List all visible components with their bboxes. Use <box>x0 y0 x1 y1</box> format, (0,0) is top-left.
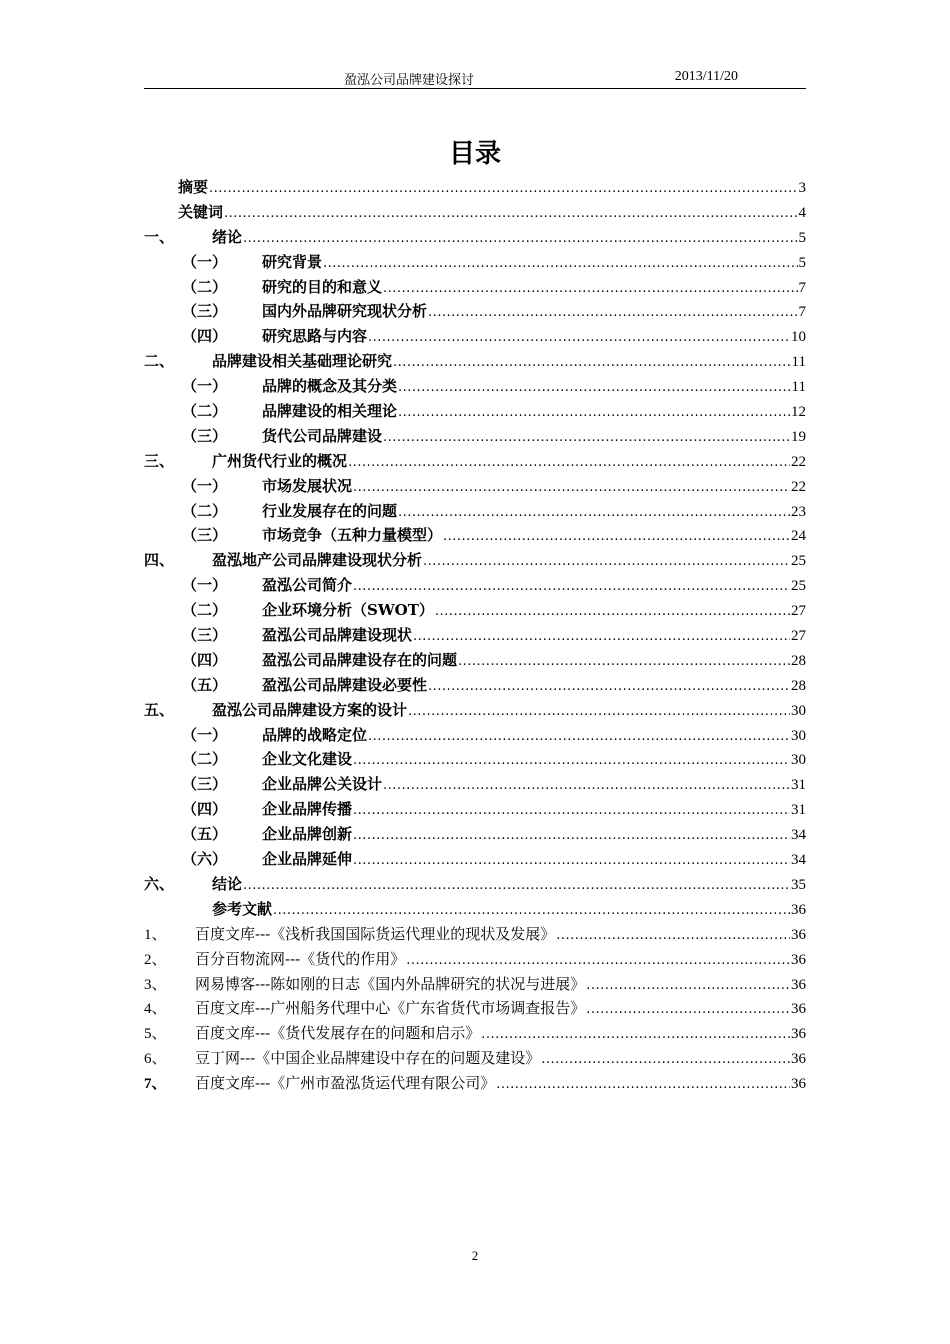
toc-entry-page: 30 <box>791 752 806 769</box>
toc-entry-page: 5 <box>798 254 806 271</box>
toc-entry-title: 豆丁网---《中国企业品牌建设中存在的问题及建设》 <box>195 1049 541 1068</box>
toc-entry-title: 结论 <box>212 874 243 893</box>
toc-entry-page: 24 <box>791 528 806 545</box>
toc-entry-page: 19 <box>791 428 806 445</box>
toc-entry[interactable] <box>144 225 806 250</box>
toc-leader-dots <box>393 351 791 376</box>
toc-entry-page: 22 <box>791 478 806 495</box>
toc-entry-page: 31 <box>791 777 806 794</box>
toc-entry-number: （一） <box>182 725 228 744</box>
toc-leader-dots <box>243 227 797 252</box>
toc-leader-dots <box>398 401 790 426</box>
toc-entry-page: 4 <box>798 204 806 221</box>
toc-entry-page: 27 <box>791 603 806 620</box>
toc-entry-number: 六、 <box>144 874 175 893</box>
toc-entry-page: 36 <box>791 1026 806 1043</box>
toc-leader-dots <box>353 749 790 774</box>
toc-leader-dots <box>408 700 790 725</box>
toc-entry[interactable] <box>144 200 806 225</box>
toc-entry-page: 12 <box>791 404 806 421</box>
toc-entry[interactable] <box>144 723 806 748</box>
toc-entry-title: 货代公司品牌建设 <box>262 426 383 445</box>
toc-entry-title: 盈泓公司品牌建设现状 <box>262 626 413 645</box>
toc-entry[interactable] <box>144 548 806 573</box>
toc-entry-title: 参考文献 <box>212 899 273 918</box>
toc-entry[interactable] <box>144 648 806 673</box>
toc-entry-page: 36 <box>791 926 806 943</box>
toc-entry-title: 企业品牌延伸 <box>262 850 353 869</box>
toc-entry[interactable] <box>144 474 806 499</box>
toc-entry[interactable] <box>144 374 806 399</box>
toc-entry-page: 36 <box>791 1076 806 1093</box>
toc-leader-dots <box>368 725 790 750</box>
toc-entry-page: 34 <box>791 827 806 844</box>
toc-entry-number: （三） <box>182 626 228 645</box>
toc-entry-number: 7、 <box>144 1076 167 1093</box>
toc-entry-title: 企业品牌公关设计 <box>262 775 383 794</box>
toc-entry-number: 6、 <box>144 1051 167 1068</box>
toc-entry-title: 网易博客---陈如刚的日志《国内外品牌研究的状况与进展》 <box>195 974 586 993</box>
toc-entry-page: 36 <box>791 901 806 918</box>
table-of-contents <box>144 175 806 1096</box>
toc-leader-dots <box>383 774 790 799</box>
toc-entry-page: 3 <box>798 180 806 196</box>
toc-leader-dots <box>383 426 790 451</box>
toc-leader-dots <box>481 1023 790 1048</box>
toc-leader-dots <box>435 600 790 625</box>
toc-entry[interactable] <box>144 897 806 922</box>
toc-leader-dots <box>586 974 790 999</box>
toc-entry-page: 11 <box>791 379 806 396</box>
toc-entry-number: 三、 <box>144 451 175 470</box>
toc-leader-dots <box>443 525 790 550</box>
toc-entry-number: （二） <box>182 277 228 296</box>
toc-entry[interactable] <box>144 399 806 424</box>
page-number: 2 <box>471 1248 479 1263</box>
toc-leader-dots <box>353 575 790 600</box>
toc-entry-number: （六） <box>182 850 228 869</box>
toc-leader-dots <box>428 675 790 700</box>
toc-leader-dots <box>541 1048 790 1073</box>
toc-entry[interactable] <box>144 847 806 872</box>
toc-leader-dots <box>243 874 790 899</box>
toc-entry-title: 企业环境分析（SWOT） <box>262 601 434 620</box>
toc-entry-title: 绪论 <box>212 227 243 246</box>
toc-entry[interactable] <box>144 947 806 972</box>
toc-entry-title: 百分百物流网---《货代的作用》 <box>195 949 406 968</box>
toc-entry-number: 二、 <box>144 352 175 371</box>
toc-entry-title: 盈泓地产公司品牌建设现状分析 <box>212 551 423 570</box>
toc-leader-dots <box>556 924 790 949</box>
toc-entry-page: 10 <box>791 329 806 346</box>
toc-entry-number: 2、 <box>144 951 167 968</box>
toc-entry[interactable] <box>144 1071 806 1096</box>
page-header <box>144 68 806 89</box>
toc-leader-dots <box>458 650 790 675</box>
toc-leader-dots <box>428 301 797 326</box>
toc-entry-title: 盈泓公司品牌建设方案的设计 <box>212 700 408 719</box>
toc-entry-page: 30 <box>791 727 806 744</box>
toc-entry-number: 1、 <box>144 926 167 943</box>
toc-entry-title: 盈泓公司品牌建设必要性 <box>262 675 428 694</box>
toc-leader-dots <box>353 476 790 501</box>
toc-entry-page: 31 <box>791 802 806 819</box>
toc-entry-page: 36 <box>791 951 806 968</box>
toc-entry-number: （二） <box>182 750 228 769</box>
toc-entry-title: 品牌建设相关基础理论研究 <box>212 352 393 371</box>
toc-entry-title: 品牌的战略定位 <box>262 725 368 744</box>
toc-entry-number: 五、 <box>144 700 175 719</box>
toc-entry-title: 研究的目的和意义 <box>262 277 383 296</box>
toc-entry-title: 百度文库---广州船务代理中心《广东省货代市场调查报告》 <box>195 999 586 1018</box>
toc-entry-number: （四） <box>182 800 228 819</box>
toc-leader-dots <box>209 177 797 202</box>
toc-entry-title: 摘要 <box>178 178 209 196</box>
toc-entry-page: 36 <box>791 976 806 993</box>
toc-entry[interactable] <box>144 972 806 997</box>
toc-entry-number: （三） <box>182 426 228 445</box>
toc-entry-title: 关键词 <box>178 202 224 221</box>
toc-entry-number: （一） <box>182 377 228 396</box>
toc-entry[interactable] <box>144 573 806 598</box>
toc-entry-title: 市场发展状况 <box>262 476 353 495</box>
toc-entry-title: 广州货代行业的概况 <box>212 451 348 470</box>
toc-entry-page: 34 <box>791 852 806 869</box>
toc-entry-number: 一、 <box>144 227 175 246</box>
toc-entry[interactable] <box>144 299 806 324</box>
toc-entry-page: 36 <box>791 1001 806 1018</box>
toc-leader-dots <box>353 799 790 824</box>
toc-entry-number: 5、 <box>144 1026 167 1043</box>
toc-entry-number: （一） <box>182 252 228 271</box>
toc-entry-number: （二） <box>182 501 228 520</box>
toc-entry-number: （四） <box>182 327 228 346</box>
toc-entry-page: 35 <box>791 876 806 893</box>
header-title: 盈泓公司品牌建设探讨 <box>344 73 475 88</box>
toc-entry[interactable] <box>144 996 806 1021</box>
toc-entry[interactable] <box>144 250 806 275</box>
toc-entry-number: 四、 <box>144 551 175 570</box>
toc-entry[interactable] <box>144 698 806 723</box>
toc-entry-title: 品牌的概念及其分类 <box>262 377 398 396</box>
toc-entry-title: 国内外品牌研究现状分析 <box>262 302 428 321</box>
toc-entry[interactable] <box>144 424 806 449</box>
toc-entry-number: （一） <box>182 476 228 495</box>
toc-entry-page: 36 <box>791 1051 806 1068</box>
toc-entry-title: 市场竞争（五种力量模型） <box>262 526 443 545</box>
toc-leader-dots <box>323 252 797 277</box>
toc-leader-dots <box>368 326 790 351</box>
toc-leader-dots <box>224 202 797 227</box>
toc-entry-title: 企业品牌创新 <box>262 825 353 844</box>
toc-entry-number: （三） <box>182 526 228 545</box>
toc-entry[interactable] <box>144 523 806 548</box>
toc-leader-dots <box>406 949 790 974</box>
toc-entry-page: 22 <box>791 453 806 470</box>
toc-entry-page: 25 <box>791 553 806 570</box>
toc-entry-title: 盈泓公司简介 <box>262 576 353 595</box>
toc-entry-page: 7 <box>798 279 806 296</box>
toc-entry-number: （二） <box>182 601 228 620</box>
toc-leader-dots <box>398 501 790 526</box>
toc-entry-number: （二） <box>182 402 228 421</box>
toc-entry-title: 百度文库---《货代发展存在的问题和启示》 <box>195 1024 481 1043</box>
toc-entry-page: 28 <box>791 652 806 669</box>
toc-entry[interactable] <box>144 275 806 300</box>
toc-leader-dots <box>353 824 790 849</box>
toc-entry-page: 23 <box>791 503 806 520</box>
toc-entry[interactable] <box>144 623 806 648</box>
toc-entry-title: 品牌建设的相关理论 <box>262 402 398 421</box>
toc-entry-title: 研究思路与内容 <box>262 327 368 346</box>
toc-entry-title: 企业品牌传播 <box>262 800 353 819</box>
toc-leader-dots <box>586 998 790 1023</box>
toc-entry-title: 百度文库---《广州市盈泓货运代理有限公司》 <box>195 1074 496 1093</box>
toc-leader-dots <box>273 899 790 924</box>
toc-entry-title: 研究背景 <box>262 252 323 271</box>
toc-entry[interactable] <box>144 449 806 474</box>
toc-entry-number: （五） <box>182 675 228 694</box>
toc-entry-page: 11 <box>791 354 806 371</box>
toc-entry-number: （四） <box>182 650 228 669</box>
toc-entry[interactable] <box>144 175 806 200</box>
header-date: 2013/11/20 <box>674 69 738 84</box>
toc-entry-number: （一） <box>182 576 228 595</box>
toc-leader-dots <box>413 625 790 650</box>
toc-entry[interactable] <box>144 922 806 947</box>
toc-entry-number: 4、 <box>144 1001 167 1018</box>
toc-entry[interactable] <box>144 797 806 822</box>
toc-entry-number: （三） <box>182 775 228 794</box>
toc-entry-number: （五） <box>182 825 228 844</box>
toc-entry-page: 27 <box>791 628 806 645</box>
toc-entry-title: 行业发展存在的问题 <box>262 501 398 520</box>
toc-title: 目录 <box>448 139 501 169</box>
toc-entry-page: 25 <box>791 578 806 595</box>
toc-entry-title: 盈泓公司品牌建设存在的问题 <box>262 650 458 669</box>
toc-entry[interactable] <box>144 772 806 797</box>
toc-entry[interactable] <box>144 1021 806 1046</box>
toc-entry[interactable] <box>144 324 806 349</box>
toc-entry[interactable] <box>144 499 806 524</box>
toc-entry[interactable] <box>144 872 806 897</box>
toc-leader-dots <box>423 550 790 575</box>
toc-entry-page: 28 <box>791 677 806 694</box>
toc-entry-title: 百度文库---《浅析我国国际货运代理业的现状及发展》 <box>195 924 556 943</box>
toc-entry-page: 5 <box>798 229 806 246</box>
toc-leader-dots <box>496 1073 790 1098</box>
toc-entry-page: 7 <box>798 304 806 321</box>
toc-entry-page: 30 <box>791 702 806 719</box>
toc-entry-number: （三） <box>182 302 228 321</box>
toc-entry[interactable] <box>144 598 806 623</box>
toc-leader-dots <box>383 277 797 302</box>
toc-entry[interactable] <box>144 747 806 772</box>
toc-leader-dots <box>348 451 790 476</box>
toc-leader-dots <box>353 849 790 874</box>
toc-entry-title: 企业文化建设 <box>262 750 353 769</box>
toc-entry[interactable] <box>144 1046 806 1071</box>
toc-entry[interactable] <box>144 822 806 847</box>
toc-entry[interactable] <box>144 349 806 374</box>
toc-entry[interactable] <box>144 673 806 698</box>
toc-entry-number: 3、 <box>144 976 167 993</box>
toc-leader-dots <box>398 376 791 401</box>
